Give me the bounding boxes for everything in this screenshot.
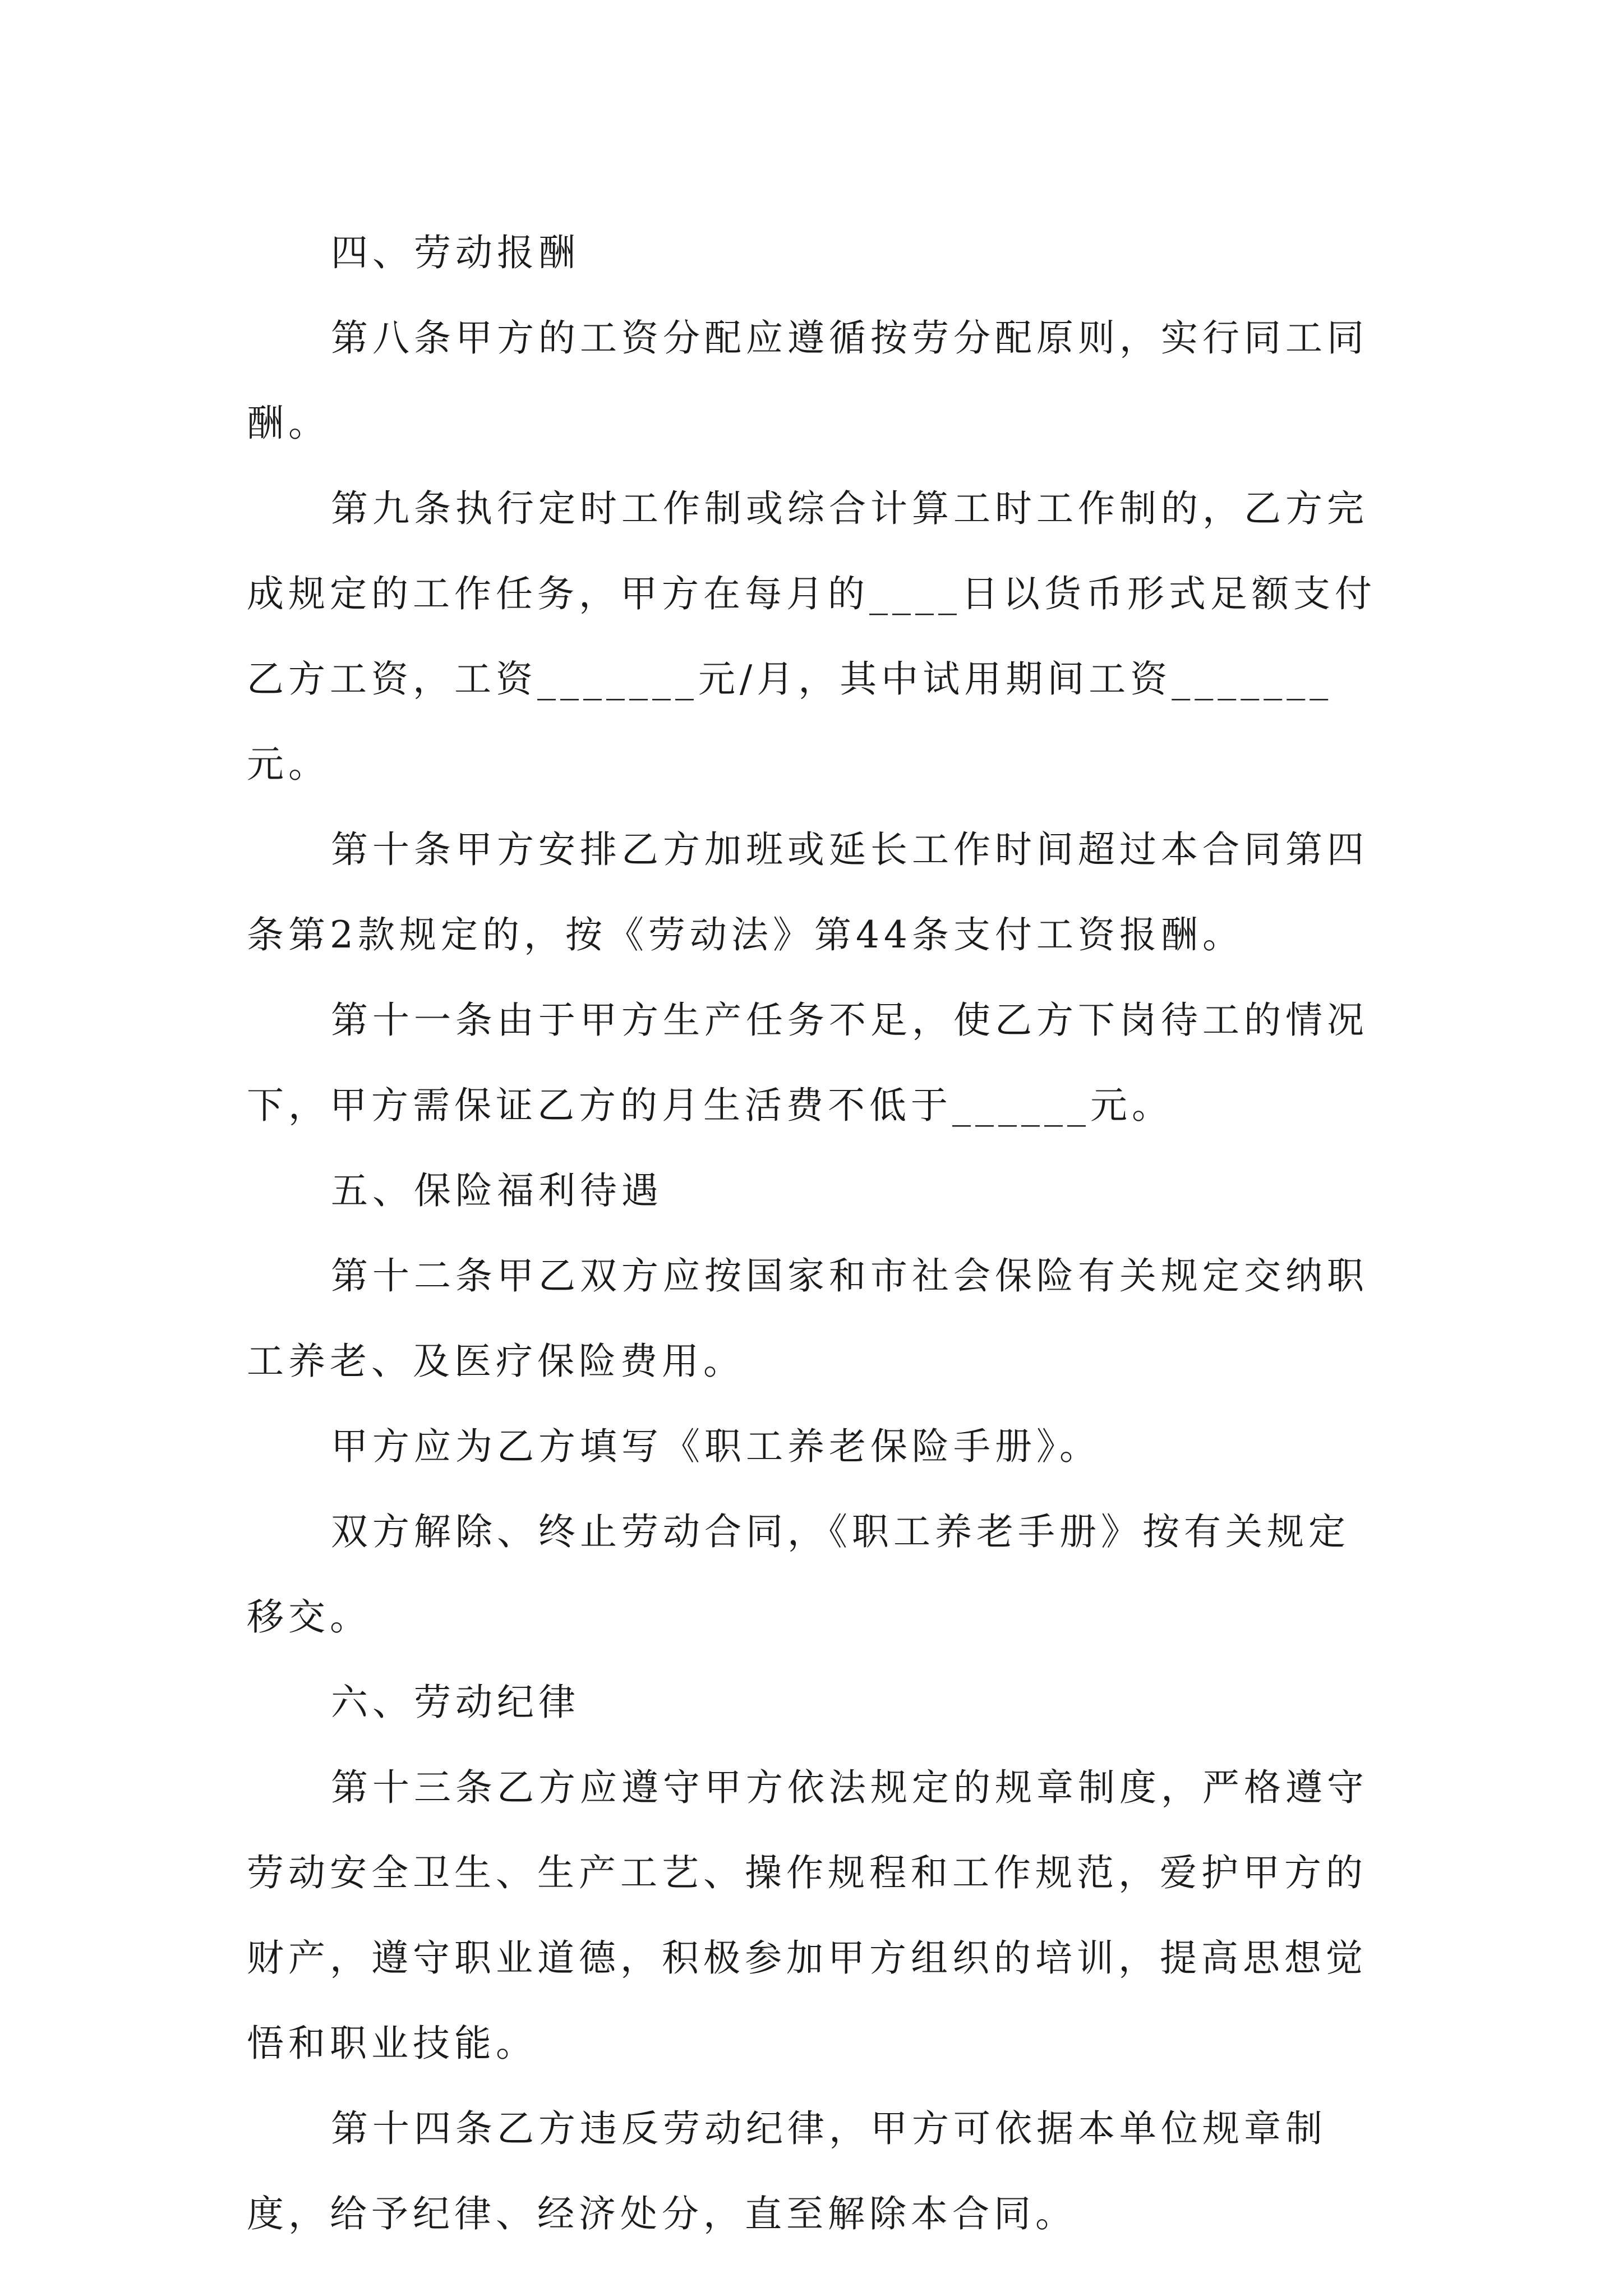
article-9-paragraph: 第九条执行定时工作制或综合计算工时工作制的，乙方完成规定的工作任务，甲方在每月的____日以货币形式足额支付乙方工资，工资_______元/月，其中试用期间工资_______元。 — [247, 487, 1376, 786]
article-12-paragraph: 第十二条甲乙双方应按国家和市社会保险有关规定交纳职工养老、及医疗保险费用。 — [247, 1254, 1368, 1383]
article-10-paragraph: 第十条甲方安排乙方加班或延长工作时间超过本合同第四条第2款规定的，按《劳动法》第44条支付工资报酬。 — [247, 828, 1368, 956]
article-13-paragraph: 第十三条乙方应遵守甲方依法规定的规章制度，严格遵守劳动安全卫生、生产工艺、操作规程和工作规范，爱护甲方的财产，遵守职业道德，积极参加甲方组织的培训，提高思想觉悟和职业技能。 — [247, 1766, 1368, 2065]
document-body — [247, 210, 1382, 2257]
pension-handbook-paragraph: 甲方应为乙方填写《职工养老保险手册》。 — [331, 1425, 1101, 1468]
article-11-paragraph: 第十一条由于甲方生产任务不足，使乙方下岗待工的情况下，甲方需保证乙方的月生活费不低于______元。 — [247, 999, 1368, 1127]
section-heading-insurance-welfare: 五、保险福利待遇 — [331, 1169, 663, 1212]
section-heading-labor-remuneration: 四、劳动报酬 — [331, 231, 580, 274]
handbook-transfer-paragraph: 双方解除、终止劳动合同，《职工养老手册》按有关规定移交。 — [247, 1510, 1350, 1639]
article-14-paragraph: 第十四条乙方违反劳动纪律，甲方可依据本单位规章制度，给予纪律、经济处分，直至解除本合同。 — [247, 2107, 1327, 2235]
article-8-paragraph: 第八条甲方的工资分配应遵循按劳分配原则，实行同工同酬。 — [247, 316, 1368, 445]
section-heading-labor-discipline: 六、劳动纪律 — [331, 1681, 580, 1724]
